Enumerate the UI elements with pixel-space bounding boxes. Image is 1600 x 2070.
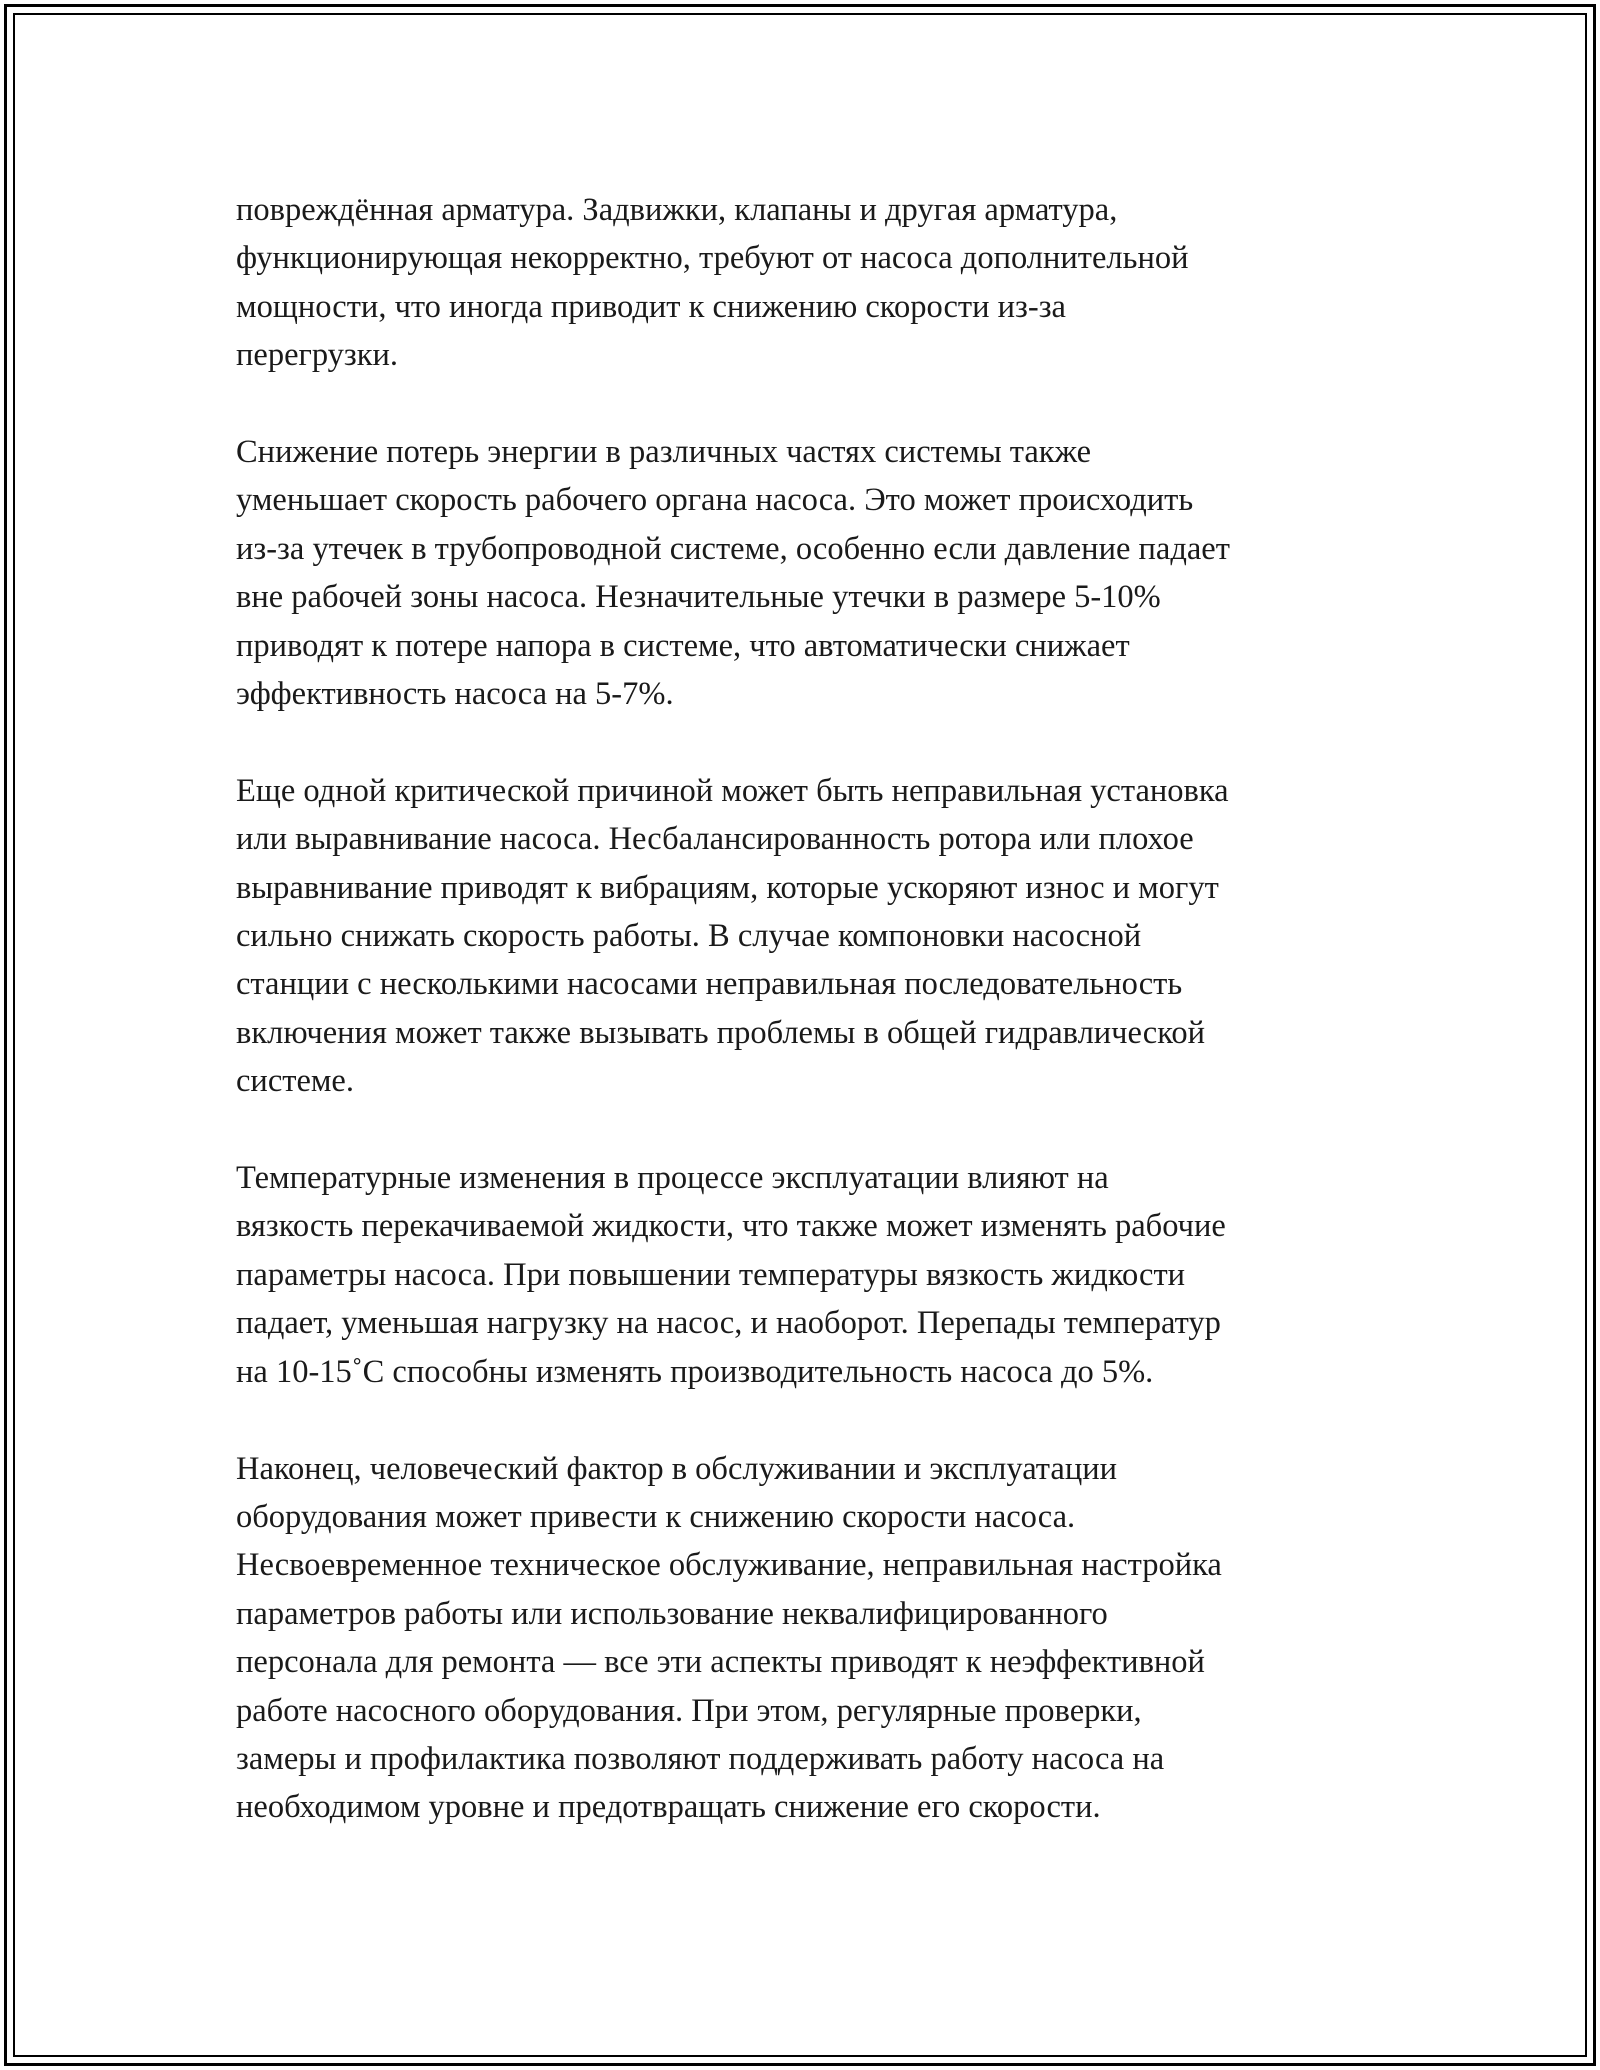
paragraph-human-factor: Наконец, человеческий фактор в обслуживании и эксплуатации оборудования может привести к снижению скорости насоса. Несвоевременное техническое обслуживание, неправильная настройка параметров работы или использование неквалифицированного персонала для ремонта — все эти аспекты приводят к неэффективной работе насосного оборудования. При этом, регулярные проверки, замеры и профилактика позволяют поддерживать работу насоса на необходимом уровне и предотвращать снижение его скорости. <box>236 1450 1222 1826</box>
paragraph-damaged-fittings: повреждённая арматура. Задвижки, клапаны и другая арматура, функционирующая некорректно, требуют от насоса дополнительной мощности, что иногда приводит к снижению скорости из-за перегрузки. <box>236 192 1189 374</box>
paragraph-temperature-changes: Температурные изменения в процессе эксплуатации влияют на вязкость перекачиваемой жидкости, что также может изменять рабочие параметры насоса. При повышении температуры вязкость жидкости падает, уменьшая нагрузку на насос, и наоборот. Перепады температур на 10-15˚С способны изменять производительность насоса до 5%. <box>236 1160 1226 1390</box>
paragraph-installation-alignment: Еще одной критической причиной может быть неправильная установка или выравнивание насоса. Несбалансированность ротора или плохое выравнивание приводят к вибрациям, которые ускоряют износ и могут сильно снижать скорость работы. В случае компоновки насосной станции с несколькими насосами неправильная последовательность включения может также вызывать проблемы в общей гидравлической системе. <box>236 772 1229 1100</box>
document-body <box>236 186 1386 1880</box>
paragraph-energy-losses: Снижение потерь энергии в различных частях системы также уменьшает скорость рабочего органа насоса. Это может происходить из-за утечек в трубопроводной системе, особенно если давление падает вне рабочей зоны насоса. Незначительные утечки в размере 5-10% приводят к потере напора в системе, что автоматически снижает эффективность насоса на 5-7%. <box>236 434 1230 713</box>
